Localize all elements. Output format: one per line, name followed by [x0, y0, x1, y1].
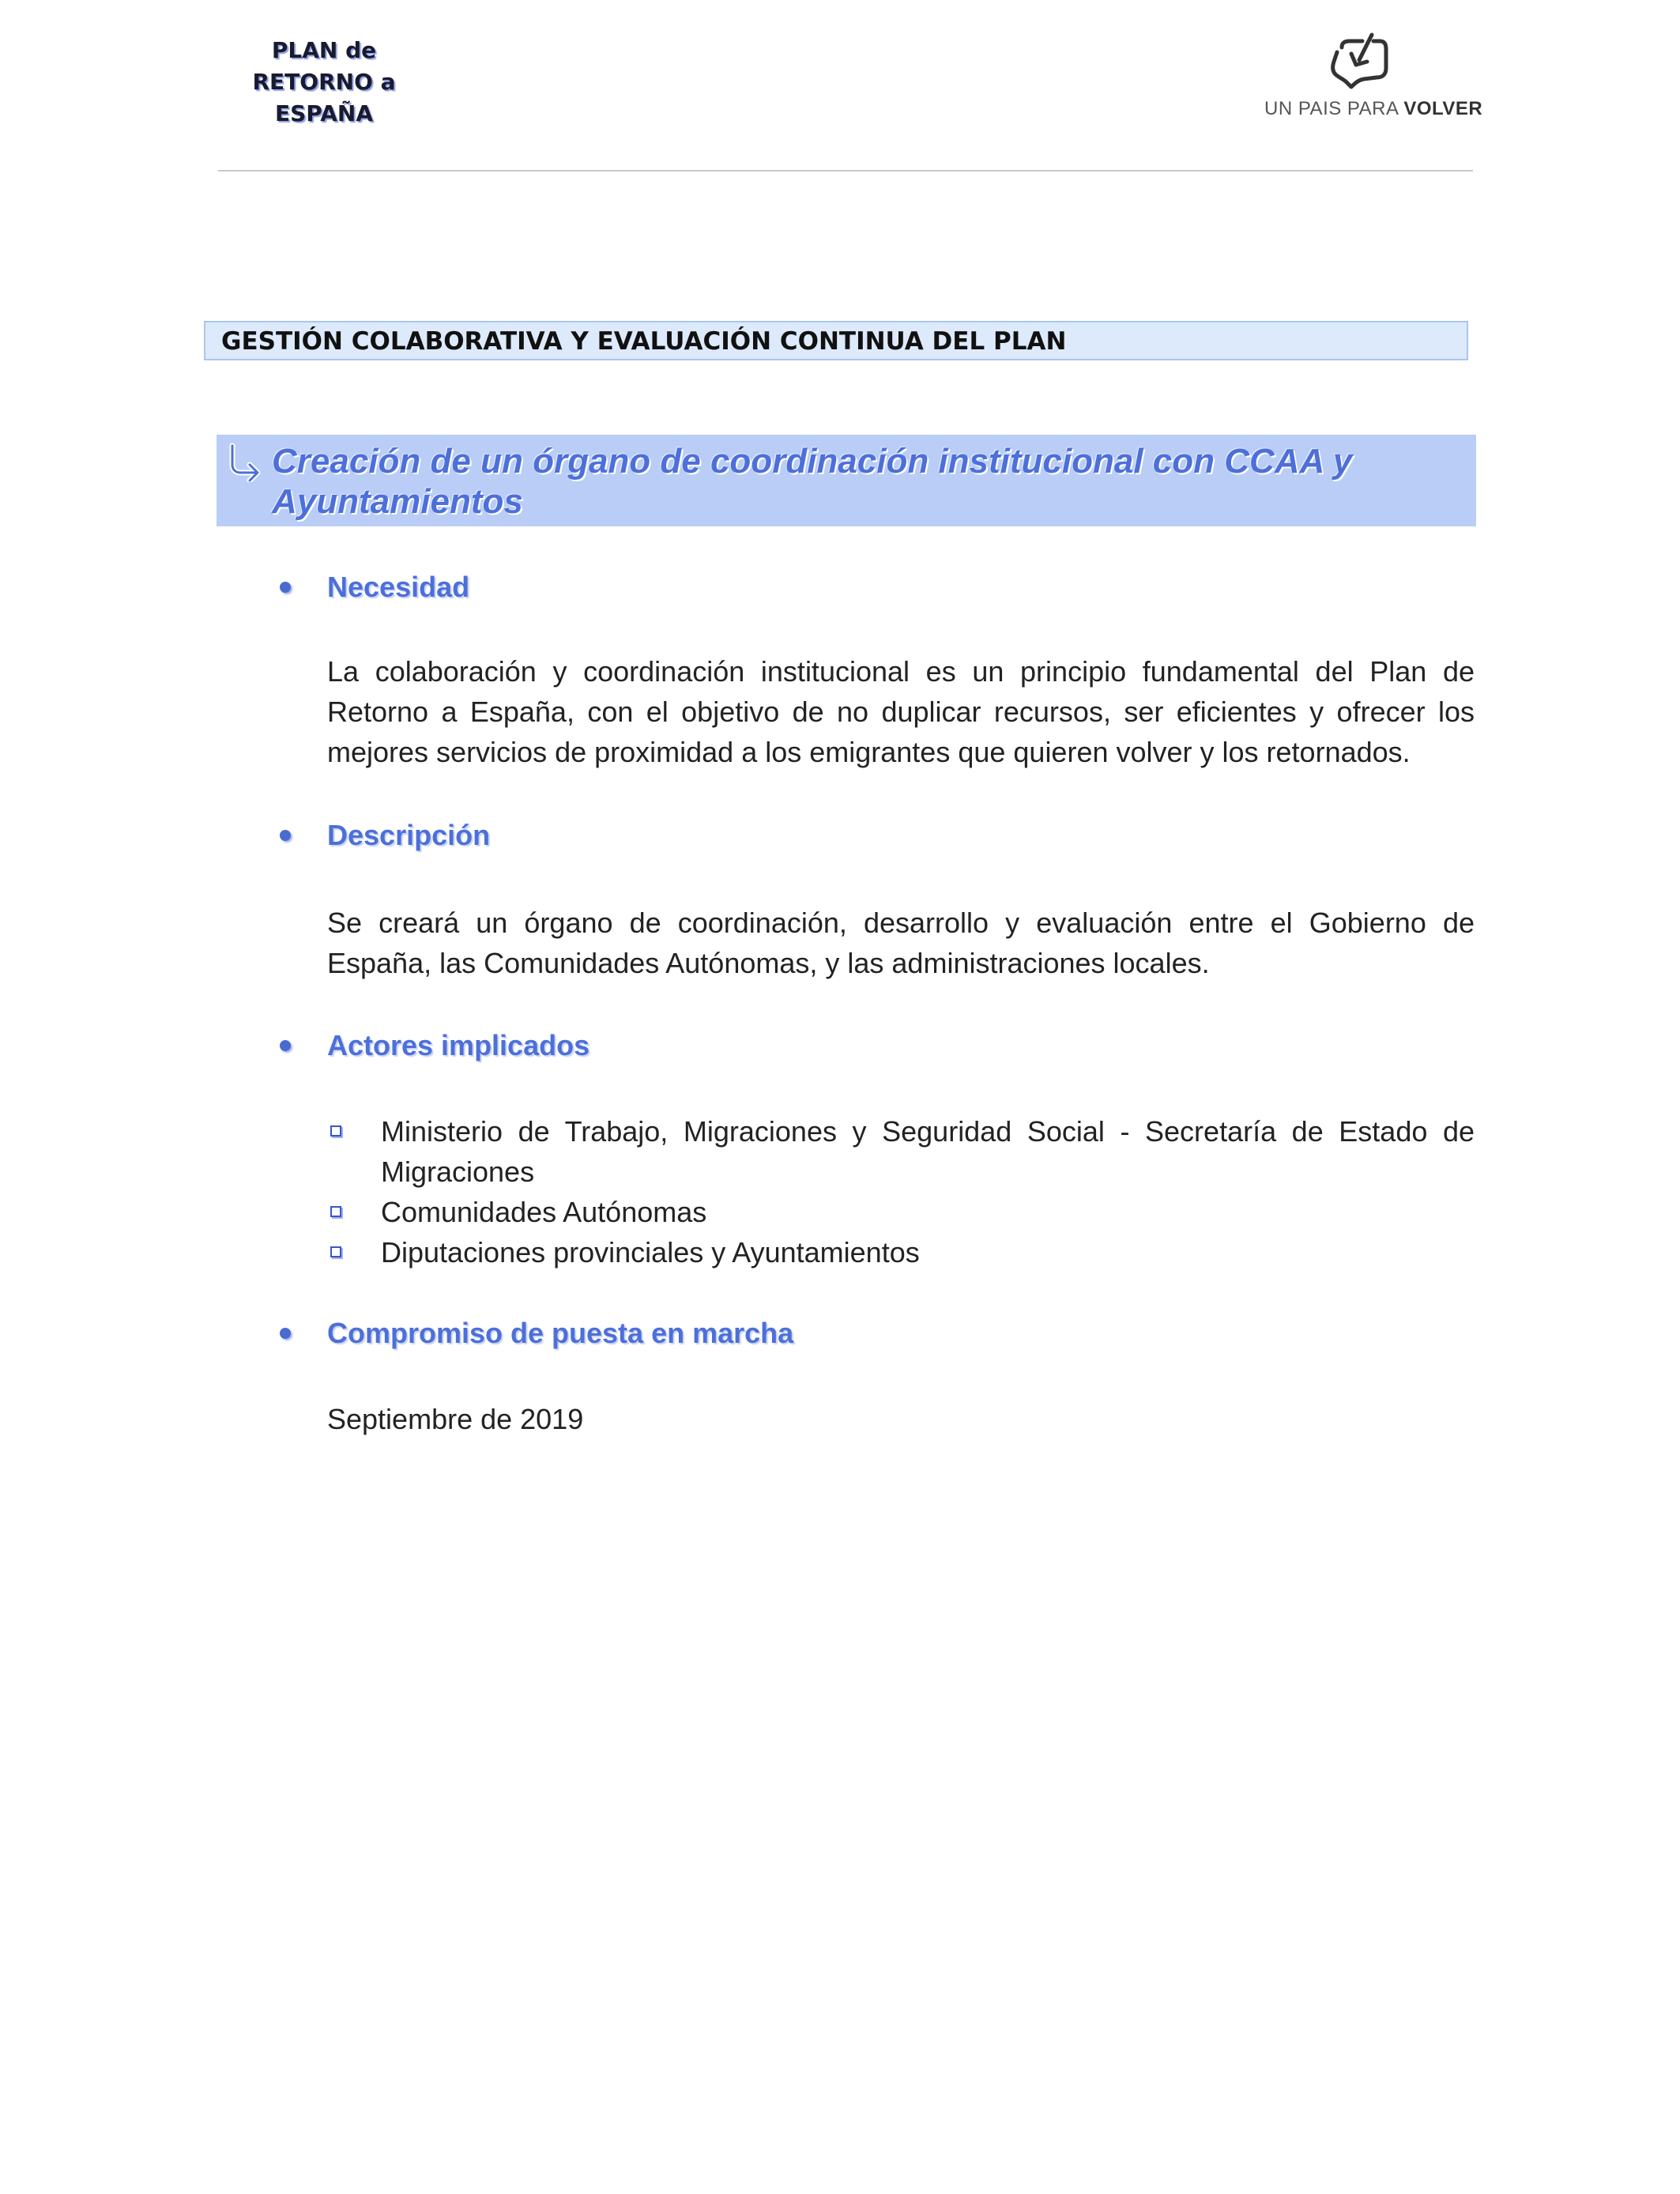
- bullet-dot-icon: [280, 582, 291, 593]
- measure-title-line-1: Creación de un órgano de coordinación institucional con CCAA y: [272, 442, 1353, 481]
- descripcion-heading: [327, 819, 490, 858]
- arrow-return-right-icon: [224, 441, 266, 482]
- bullet-dot-icon: [280, 1328, 291, 1339]
- necesidad-heading: [327, 571, 469, 610]
- actores-list: [327, 1111, 1475, 1272]
- actores-heading: [327, 1029, 590, 1069]
- checkbox-bullet-icon: [330, 1246, 341, 1257]
- plan-logo-line-2: RETORNO a: [252, 69, 396, 95]
- necesidad-heading-label: Necesidad: [327, 571, 470, 603]
- measure-banner: [217, 435, 1476, 526]
- descripcion-heading-label: Descripción: [327, 819, 491, 851]
- plan-retorno-logo: [237, 35, 411, 130]
- section-title: GESTIÓN COLABORATIVA Y EVALUACIÓN CONTINUA DEL PLAN: [204, 321, 1468, 360]
- list-item: [327, 1111, 1475, 1192]
- actor-label: Ministerio de Trabajo, Migraciones y Seguridad Social - Secretaría de Estado de Migraciones: [381, 1115, 1475, 1188]
- brand-tagline-regular: UN PAIS PARA: [1264, 98, 1404, 119]
- plan-logo-line-3: ESPAÑA: [274, 100, 374, 126]
- actor-label: Comunidades Autónomas: [381, 1196, 707, 1228]
- actores-heading-label: Actores implicados: [327, 1029, 590, 1061]
- actor-label: Diputaciones provinciales y Ayuntamientos: [381, 1236, 920, 1269]
- brand-tagline-bold: VOLVER: [1403, 98, 1483, 119]
- checkbox-bullet-icon: [330, 1125, 341, 1137]
- checkbox-bullet-icon: [330, 1206, 341, 1217]
- plan-logo-line-1: PLAN de: [271, 37, 377, 63]
- measure-title: [272, 441, 1457, 522]
- necesidad-text: La colaboración y coordinación institucional es un principio fundamental del Plan de Retorno a España, con el objetivo de no duplicar recursos, ser eficientes y ofrecer los mejores servicios de proximidad a los emigrantes que quieren volver y los retornados.: [327, 655, 1475, 768]
- descripcion-text: Se creará un órgano de coordinación, desarrollo y evaluación entre el Gobierno de España, las Comunidades Autónomas, y las administraciones locales.: [327, 907, 1475, 979]
- header-divider: [218, 170, 1473, 172]
- brand-logo: [1264, 30, 1483, 120]
- list-item: [327, 1192, 1475, 1232]
- compromiso-text: Septiembre de 2019: [327, 1403, 584, 1435]
- compromiso-heading: [327, 1317, 793, 1356]
- measure-title-line-2: Ayuntamientos: [272, 482, 523, 521]
- bullet-dot-icon: [280, 830, 291, 841]
- list-item: [327, 1232, 1475, 1272]
- compromiso-heading-label: Compromiso de puesta en marcha: [327, 1317, 794, 1349]
- arrow-in-square-logo-icon: [1328, 30, 1391, 92]
- bullet-dot-icon: [280, 1040, 291, 1051]
- brand-tagline: [1264, 98, 1483, 120]
